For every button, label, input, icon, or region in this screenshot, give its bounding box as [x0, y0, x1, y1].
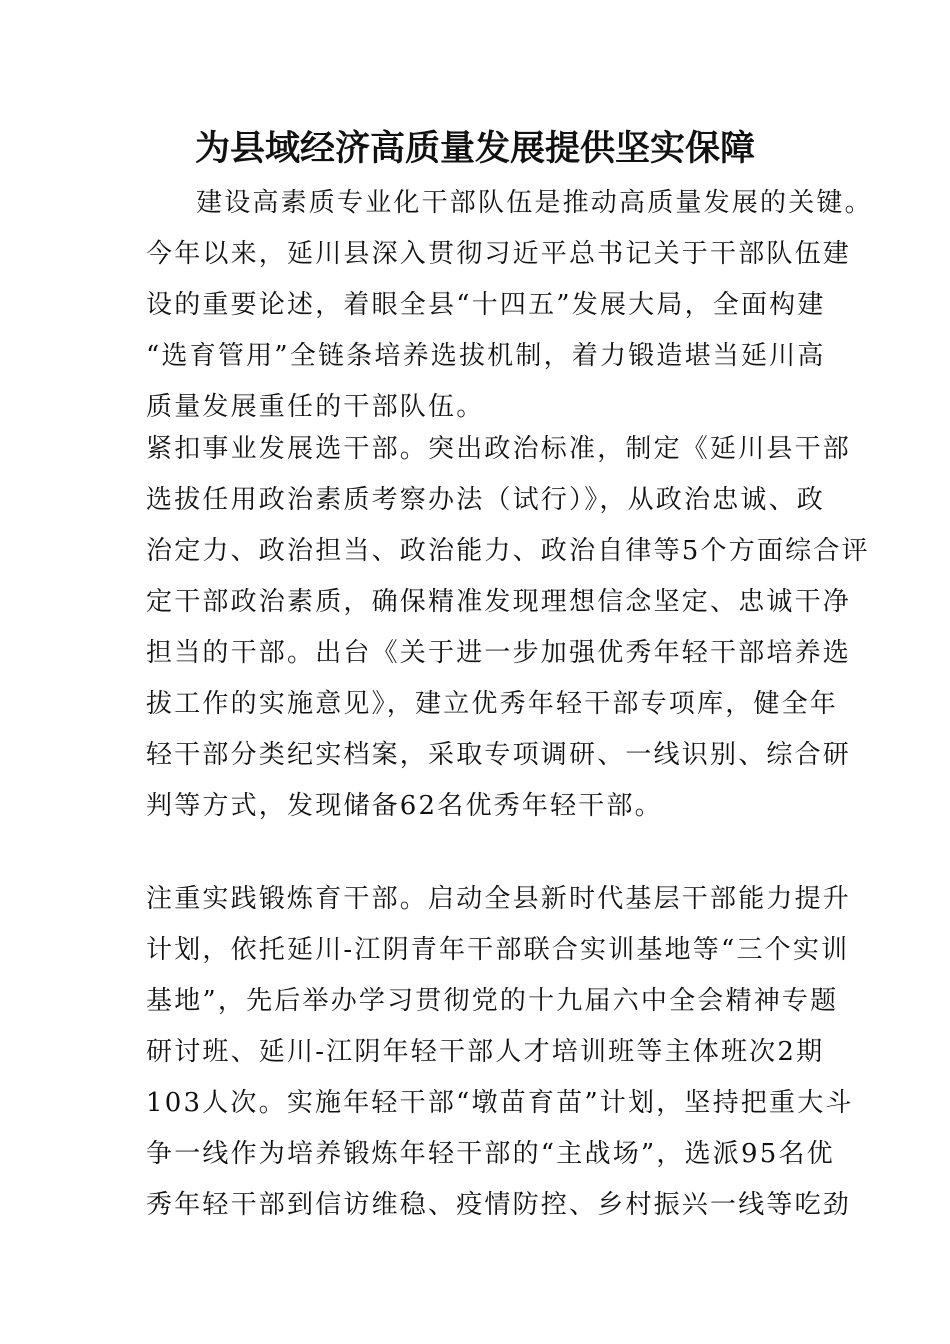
paragraph-line: 争一线作为培养锻炼年轻干部的“主战场”，选派95名优	[146, 1139, 835, 1169]
paragraph-line: 今年以来，延川县深入贯彻习近平总书记关于干部队伍建	[146, 239, 852, 269]
paragraph-select-cadres	[146, 424, 870, 832]
paragraph-line: 秀年轻干部到信访维稳、疫情防控、乡村振兴一线等吃劲	[146, 1190, 852, 1220]
paragraph-line: 紧扣事业发展选干部。突出政治标准，制定《延川县干部	[146, 434, 852, 464]
paragraph-line: 计划，依托延川-江阴青年干部联合实训基地等“三个实训	[146, 935, 850, 965]
paragraph-line: 选拔任用政治素质考察办法（试行）》，从政治忠诚、政	[146, 485, 826, 515]
paragraph-line: 103人次。实施年轻干部“墩苗育苗”计划，坚持把重大斗	[146, 1088, 854, 1118]
paragraph-line: “选育管用”全链条培养选拔机制，着力锻造堪当延川高	[146, 341, 826, 371]
paragraph-line: 建设高素质专业化干部队伍是推动高质量发展的关键。	[196, 188, 873, 218]
document-title: 为县域经济高质量发展提供坚实保障	[194, 128, 755, 169]
paragraph-line: 质量发展重任的干部队伍。	[146, 392, 485, 422]
paragraph-line: 拔工作的实施意见》，建立优秀年轻干部专项库，健全年	[146, 689, 839, 719]
paragraph-line: 判等方式，发现储备62名优秀年轻干部。	[146, 791, 663, 821]
paragraph-line: 注重实践锻炼育干部。启动全县新时代基层干部能力提升	[146, 884, 852, 914]
paragraph-line: 担当的干部。出台《关于进一步加强优秀年轻干部培养选	[146, 638, 852, 668]
paragraph-line: 研讨班、延川-江阴年轻干部人才培训班等主体班次2期	[146, 1037, 825, 1067]
paragraph-line: 基地”，先后举办学习贯彻党的十九届六中全会精神专题	[146, 986, 839, 1016]
paragraph-line: 定干部政治素质，确保精准发现理想信念坚定、忠诚干净	[146, 587, 852, 617]
paragraph-intro	[146, 178, 873, 433]
paragraph-line: 轻干部分类纪实档案，采取专项调研、一线识别、综合研	[146, 740, 852, 770]
paragraph-train-cadres	[146, 874, 854, 1231]
paragraph-line: 治定力、政治担当、政治能力、政治自律等5个方面综合评	[146, 536, 870, 566]
paragraph-line: 设的重要论述，着眼全县“十四五”发展大局，全面构建	[146, 290, 826, 320]
